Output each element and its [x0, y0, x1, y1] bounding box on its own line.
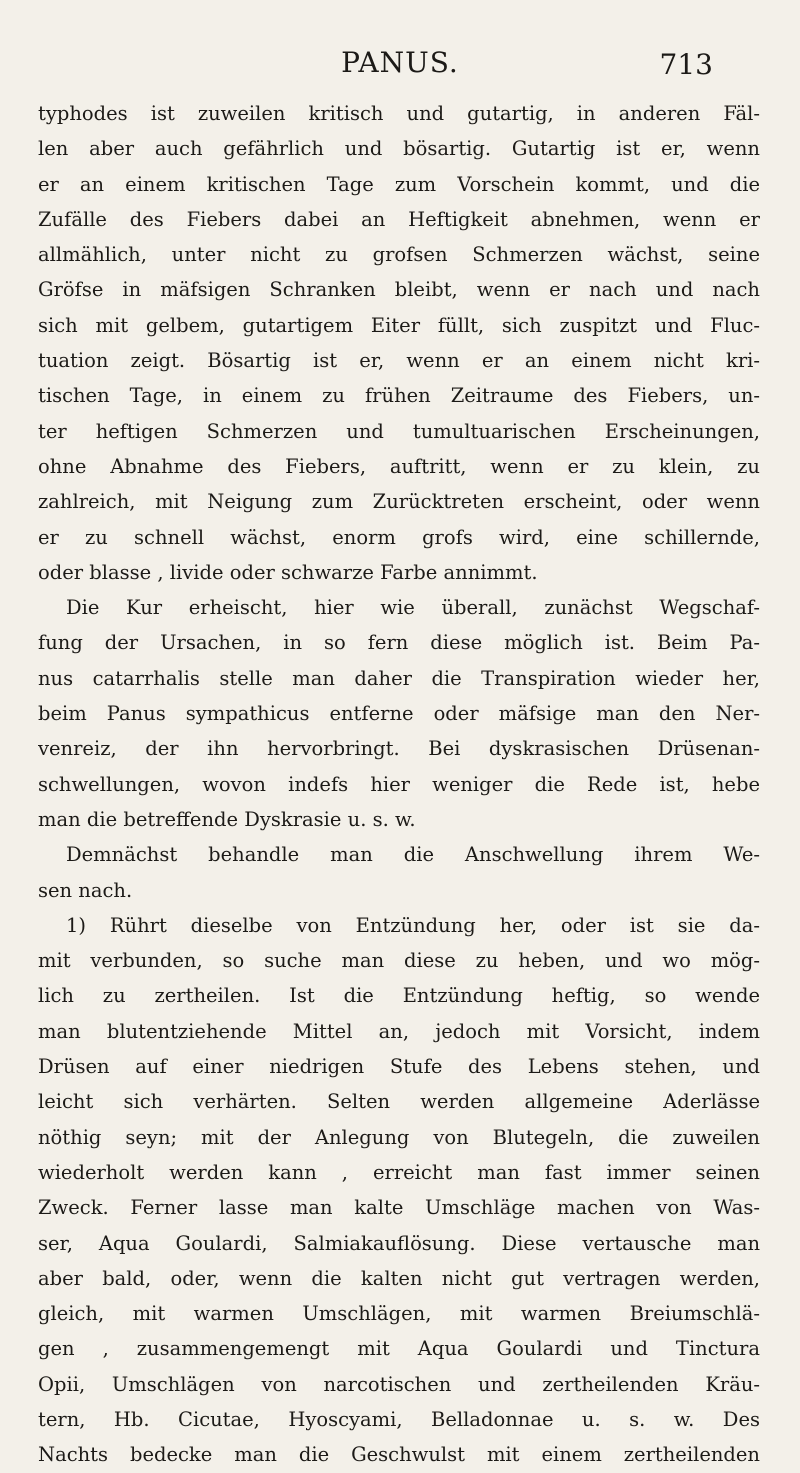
- text-line: Drüsen auf einer niedrigen Stufe des Lebens stehen, und: [38, 1055, 760, 1079]
- text-line: schwellungen, wovon indefs hier weniger die Rede ist, hebe: [38, 772, 760, 796]
- text-line: Nachts bedecke man die Geschwulst mit einem zertheilenden: [38, 1443, 760, 1467]
- running-title: PANUS.: [341, 46, 459, 79]
- text-line: beim Panus sympathicus entferne oder mäfsige man den Ner-: [38, 702, 760, 726]
- text-line: aber bald, oder, wenn die kalten nicht gut vertragen werden,: [38, 1266, 760, 1290]
- text-line: oder blasse , livide oder schwarze Farbe annimmt.: [38, 560, 538, 584]
- page-number: 713: [659, 48, 713, 81]
- text-line: gen , zusammengemengt mit Aqua Goulardi und Tinctura: [38, 1337, 760, 1361]
- text-line: fung der Ursachen, in so fern diese möglich ist. Beim Pa-: [38, 631, 760, 655]
- text-line: len aber auch gefährlich und bösartig. Gutartig ist er, wenn: [38, 137, 760, 161]
- text-line: Die Kur erheischt, hier wie überall, zunächst Wegschaf-: [66, 596, 760, 620]
- text-line: mit verbunden, so suche man diese zu heben, und wo mög-: [38, 949, 760, 973]
- text-line: tuation zeigt. Bösartig ist er, wenn er an einem nicht kri-: [38, 349, 760, 373]
- text-line: gleich, mit warmen Umschlägen, mit warmen Breiumschlä-: [38, 1302, 760, 1326]
- text-line: leicht sich verhärten. Selten werden allgemeine Aderlässe: [38, 1090, 760, 1114]
- text-line: man blutentziehende Mittel an, jedoch mit Vorsicht, indem: [38, 1019, 760, 1043]
- text-line: er zu schnell wächst, enorm grofs wird, eine schillernde,: [38, 525, 760, 549]
- text-line: man die betreffende Dyskrasie u. s. w.: [38, 807, 416, 831]
- text-line: wiederholt werden kann , erreicht man fast immer seinen: [38, 1160, 760, 1184]
- text-line: 1) Rührt dieselbe von Entzündung her, oder ist sie da-: [66, 913, 760, 937]
- text-line: venreiz, der ihn hervorbringt. Bei dyskrasischen Drüsenan-: [38, 737, 760, 761]
- text-line: sen nach.: [38, 878, 133, 902]
- text-line: Zufälle des Fiebers dabei an Heftigkeit abnehmen, wenn er: [38, 207, 760, 231]
- text-line: tischen Tage, in einem zu frühen Zeitraume des Fiebers, un-: [38, 384, 760, 408]
- page-header: [0, 46, 800, 86]
- text-line: allmählich, unter nicht zu grofsen Schmerzen wächst, seine: [38, 243, 760, 267]
- text-line: zahlreich, mit Neigung zum Zurücktreten erscheint, oder wenn: [38, 490, 760, 514]
- text-line: Zweck. Ferner lasse man kalte Umschläge machen von Was-: [38, 1196, 760, 1220]
- text-line: nus catarrhalis stelle man daher die Transpiration wieder her,: [38, 666, 760, 690]
- text-line: ser, Aqua Goulardi, Salmiakauflösung. Diese vertausche man: [38, 1231, 760, 1255]
- text-line: lich zu zertheilen. Ist die Entzündung heftig, so wende: [38, 984, 760, 1008]
- text-line: typhodes ist zuweilen kritisch und gutartig, in anderen Fäl-: [38, 102, 760, 125]
- body-text: [38, 96, 760, 1473]
- text-line: Opii, Umschlägen von narcotischen und zertheilenden Kräu-: [38, 1372, 760, 1396]
- text-line: sich mit gelbem, gutartigem Eiter füllt, sich zuspitzt und Fluc-: [38, 313, 760, 337]
- text-line: Demnächst behandle man die Anschwellung ihrem We-: [66, 843, 760, 867]
- text-line: tern, Hb. Cicutae, Hyoscyami, Belladonnae u. s. w. Des: [38, 1407, 760, 1431]
- text-line: er an einem kritischen Tage zum Vorschein kommt, und die: [38, 172, 760, 196]
- text-line: nöthig seyn; mit der Anlegung von Blutegeln, die zuweilen: [38, 1125, 760, 1149]
- text-line: Gröfse in mäfsigen Schranken bleibt, wenn er nach und nach: [38, 278, 760, 302]
- text-line: ohne Abnahme des Fiebers, auftritt, wenn er zu klein, zu: [38, 454, 760, 478]
- text-line: ter heftigen Schmerzen und tumultuarischen Erscheinungen,: [38, 419, 760, 443]
